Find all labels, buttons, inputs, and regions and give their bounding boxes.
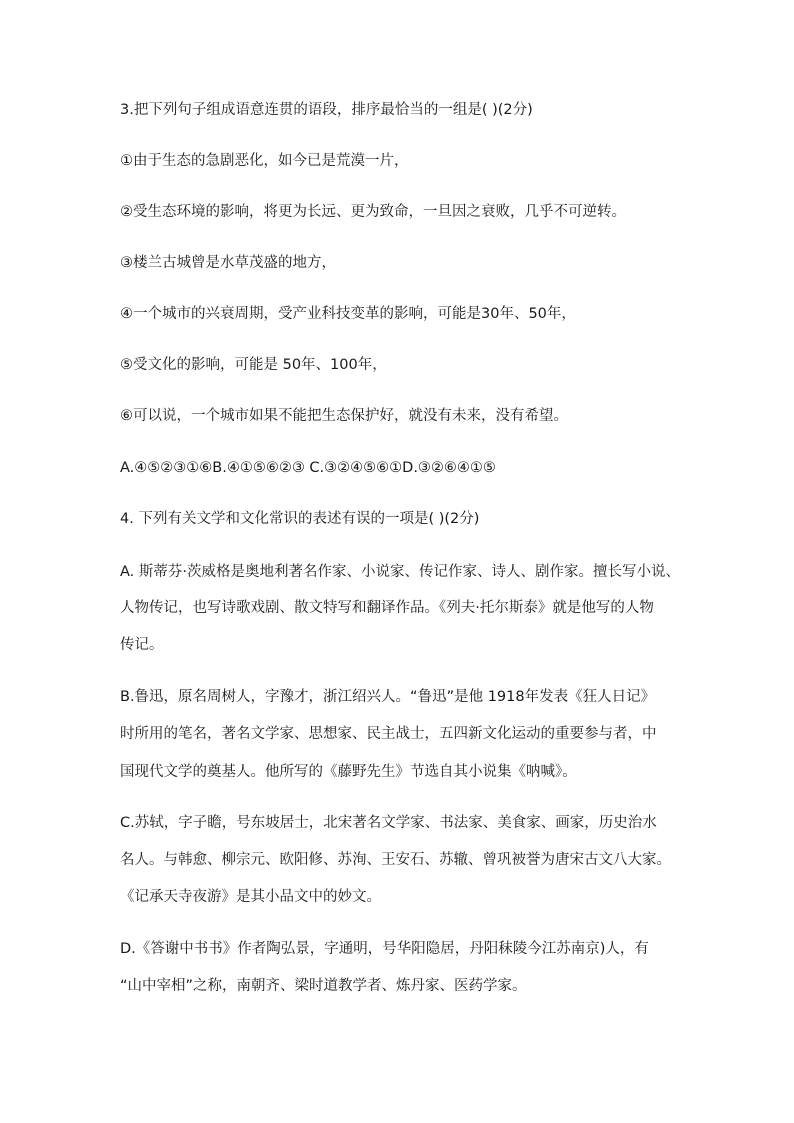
option-c-line-3: 《记承天寺夜游》是其小品文中的妙文。 xyxy=(120,889,381,905)
sentence-4: ④一个城市的兴衰周期，受产业科技变革的影响，可能是30年、50年， xyxy=(120,306,576,322)
option-c-line-1: C.苏轼，字子瞻，号东坡居士，北宋著名文学家、书法家、美食家、画家，历史治水 xyxy=(120,815,657,831)
sentence-5: ⑤受文化的影响，可能是 50年、100年， xyxy=(120,357,387,373)
option-a-line-3: 传记。 xyxy=(120,637,164,653)
sentence-3: ③楼兰古城曾是水草茂盛的地方， xyxy=(120,255,336,271)
option-b-line-1: B.鲁迅，原名周树人，字豫才，浙江绍兴人。“鲁迅”是他 1918年发表《狂人日记》 xyxy=(120,689,656,705)
option-d-line-2: “山中宰相”之称，南朝齐、梁时道教学者、炼丹家、医药学家。 xyxy=(120,978,527,994)
option-a-line-2: 人物传记，也写诗歌戏剧、散文特写和翻译作品。《列夫·托尔斯泰》就是他写的人物 xyxy=(120,600,654,616)
question-3-options: A.④⑤②③①⑥B.④①⑤⑥②③ C.③②④⑤⑥①D.③②⑥④①⑤ xyxy=(120,460,496,476)
sentence-1: ①由于生态的急剧恶化，如今已是荒漠一片， xyxy=(120,153,409,169)
question-3-stem: 3.把下列句子组成语意连贯的语段，排序最恰当的一组是( )(2分) xyxy=(120,102,533,118)
option-d-line-1: D.《答谢中书书》作者陶弘景，字通明，号华阳隐居，丹阳秣陵今江苏南京)人，有 xyxy=(120,941,649,957)
option-c-line-2: 名人。与韩愈、柳宗元、欧阳修、苏洵、王安石、苏辙、曾巩被誉为唐宋古文八大家。 xyxy=(120,852,671,868)
question-4-stem: 4. 下列有关文学和文化常识的表述有误的一项是( )(2分) xyxy=(120,511,480,527)
option-a-line-1: A. 斯蒂芬·茨威格是奥地利著名作家、小说家、传记作家、诗人、剧作家。擅长写小说、 xyxy=(120,564,680,580)
sentence-2: ②受生态环境的影响，将更为长远、更为致命，一旦因之衰败，几乎不可逆转。 xyxy=(120,204,626,220)
sentence-6: ⑥可以说，一个城市如果不能把生态保护好，就没有未来，没有希望。 xyxy=(120,408,568,424)
option-b-line-3: 国现代文学的奠基人。他所写的《藤野先生》节选自其小说集《呐喊》。 xyxy=(120,764,577,780)
option-b-line-2: 时所用的笔名，著名文学家、思想家、民主战士，五四新文化运动的重要参与者，中 xyxy=(120,726,657,742)
